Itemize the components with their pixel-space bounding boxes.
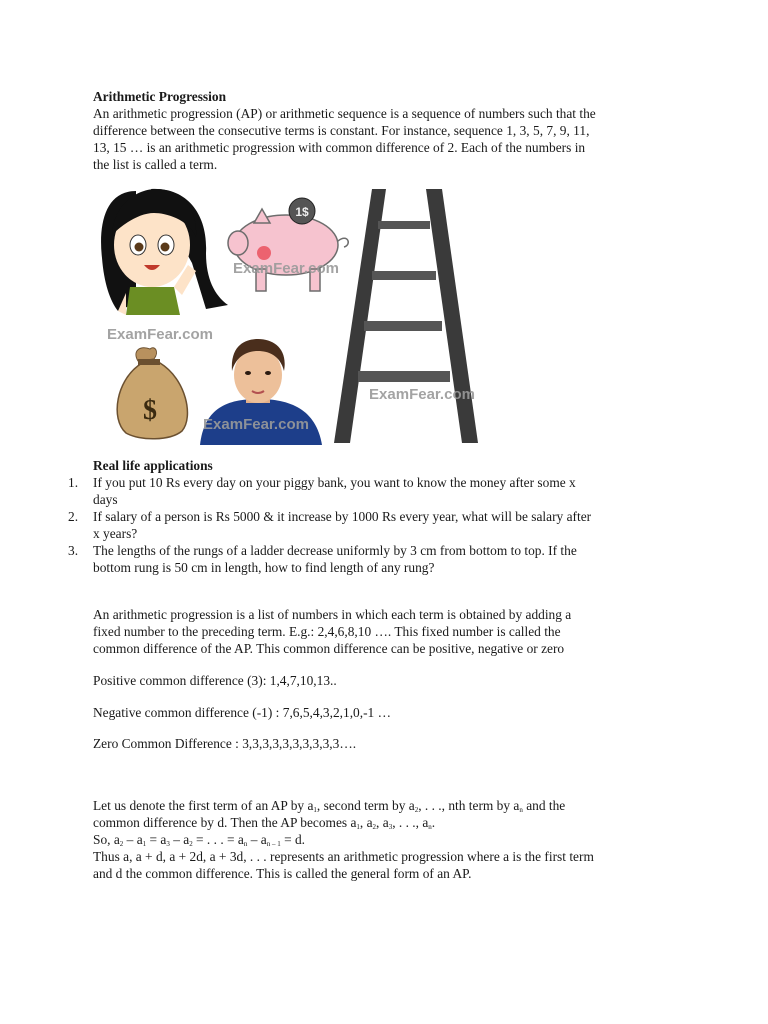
list-number: 1.	[68, 475, 79, 490]
intro-line: An arithmetic progression (AP) or arithmetic sequence is a sequence of numbers such that the	[93, 106, 596, 121]
zero-example: Zero Common Difference : 3,3,3,3,3,3,3,3,3,3….	[93, 736, 357, 751]
intro-section	[93, 88, 683, 173]
definition-line: common difference of the AP. This common difference can be positive, negative or zero	[93, 641, 565, 656]
money-bag-icon	[117, 348, 187, 439]
illustration-collage	[96, 183, 486, 445]
definition-line: fixed number to the preceding term. E.g.: 2,4,6,8,10 …. This fixed number is called the	[93, 624, 561, 639]
definition-line: An arithmetic progression is a list of numbers in which each term is obtained by adding a	[93, 607, 572, 622]
list-item-line: The lengths of the rungs of a ladder decrease uniformly by 3 cm from bottom to top. If the	[93, 543, 577, 558]
general-line-5: and d the common difference. This is called the general form of an AP.	[93, 866, 472, 881]
definition-paragraph	[93, 606, 683, 657]
ladder-icon	[334, 189, 478, 443]
list-item	[68, 508, 688, 542]
watermark: ExamFear.com	[203, 416, 309, 433]
list-item-line: If salary of a person is Rs 5000 & it increase by 1000 Rs every year, what will be salary after	[93, 509, 592, 524]
list-item	[68, 542, 688, 576]
list-item-line: If you put 10 Rs every day on your piggy bank, you want to know the money after some x	[93, 475, 576, 490]
list-number: 3.	[68, 543, 79, 558]
applications-list	[68, 474, 688, 576]
list-item	[68, 474, 688, 508]
general-line-2: common difference by d. Then the AP becomes $a_1$, $a_2$, $a_3$, . . ., $a_n$.	[93, 815, 436, 831]
positive-example: Positive common difference (3): 1,4,7,10,13..	[93, 673, 337, 688]
negative-example: Negative common difference (-1) : 7,6,5,4,3,2,1,0,-1 …	[93, 705, 391, 720]
bag-dollar: $	[143, 395, 157, 426]
coin-label: 1$	[295, 205, 309, 219]
general-line-3: So, $a_2 - a_1 = a_3 - a_2$ = . . . = $a_n - a_{n - 1} = d$.	[93, 832, 306, 848]
intro-line: difference between the consecutive terms is constant. For instance, sequence 1, 3, 5, 7, 9, 11,	[93, 123, 590, 138]
section-title: Arithmetic Progression	[93, 89, 227, 104]
intro-line: 13, 15 … is an arithmetic progression with common difference of 2. Each of the numbers in	[93, 140, 586, 155]
list-number: 2.	[68, 509, 79, 524]
boy-portrait-icon	[200, 339, 322, 445]
general-line-1: Let us denote the first term of an AP by $a_1$, second term by $a_2$, . . ., nth term by $a_n$ and the	[93, 798, 566, 814]
list-item-line: days	[93, 492, 118, 507]
applications-heading: Real life applications	[93, 458, 213, 473]
intro-line: the list is called a term.	[93, 157, 218, 172]
girl-cartoon-icon	[101, 189, 228, 343]
list-item-line: bottom rung is 50 cm in length, how to find length of any rung?	[93, 560, 435, 575]
watermark: ExamFear.com	[107, 326, 213, 343]
list-item-line: x years?	[93, 526, 138, 541]
watermark: ExamFear.com	[233, 260, 339, 277]
watermark: ExamFear.com	[369, 386, 475, 403]
general-line-4: Thus a, a + d, a + 2d, a + 3d, . . . represents an arithmetic progression where a is the first term	[93, 849, 594, 864]
piggy-bank-icon	[228, 198, 348, 291]
